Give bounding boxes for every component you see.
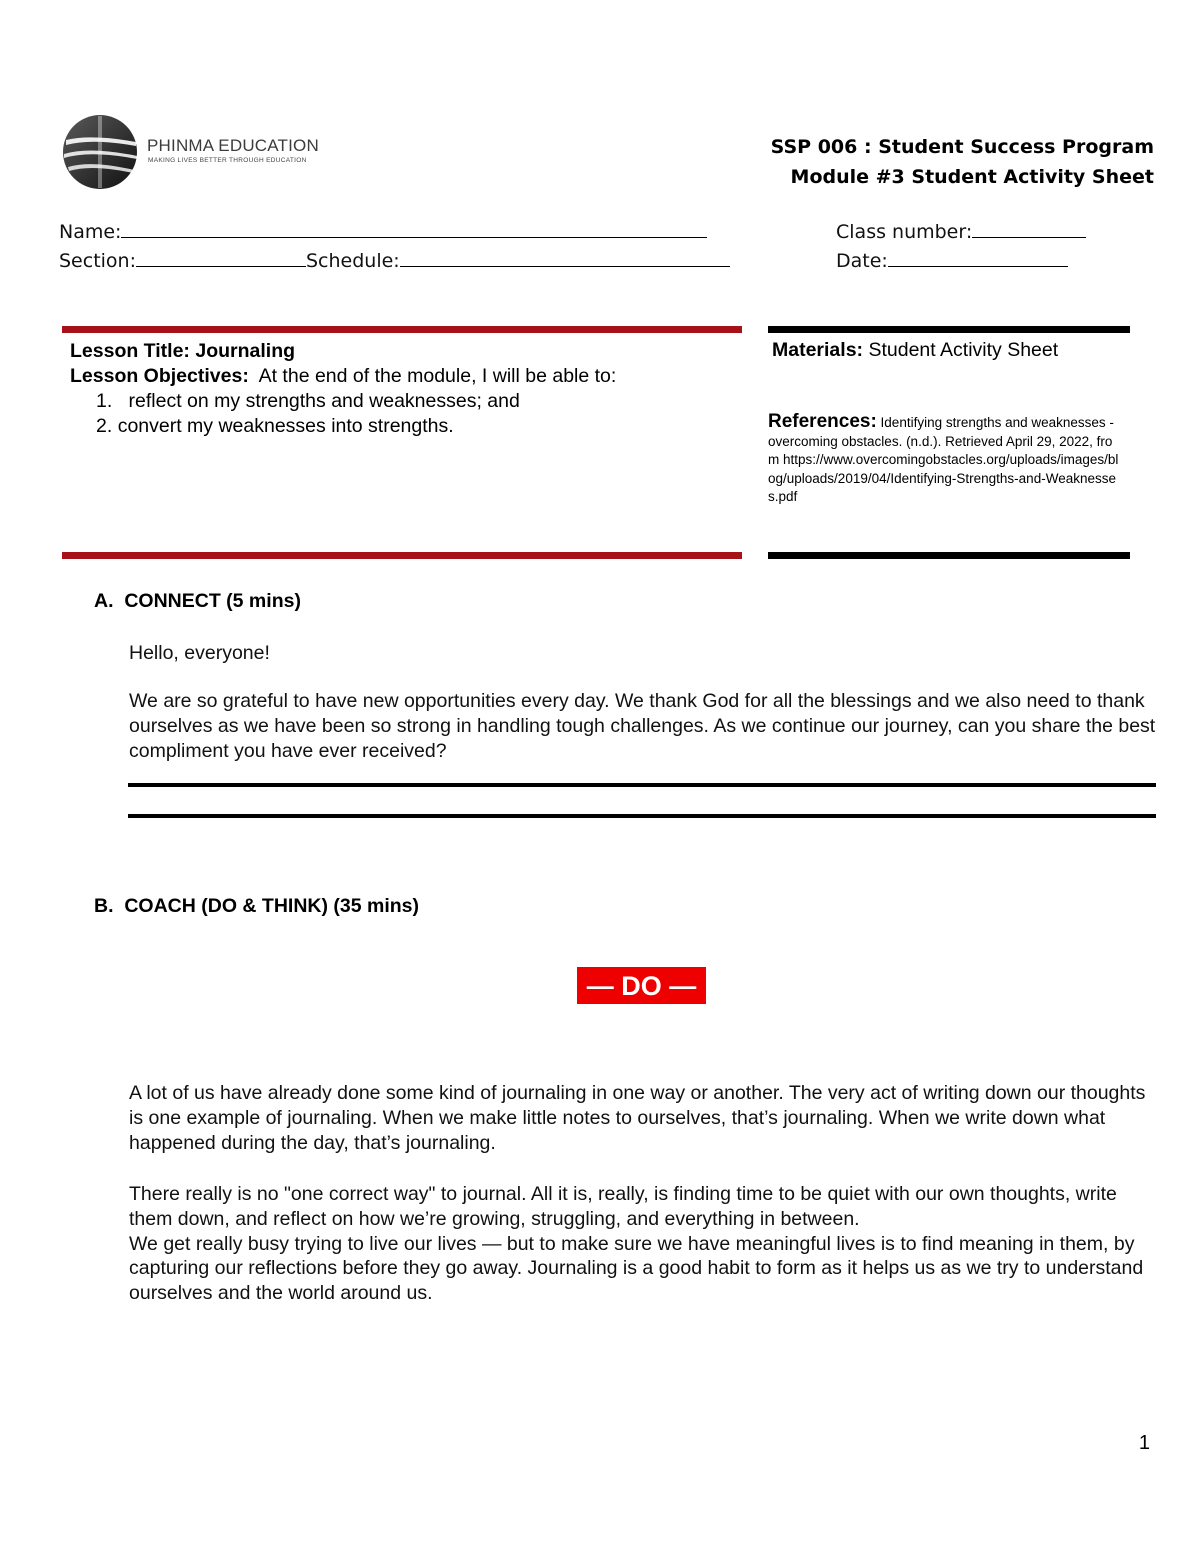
section-a-paragraph: We are so grateful to have new opportunities every day. We thank God for all the blessings and we also need to thank ourselves as we have been so strong in handling tough challenges. As we continue our journey, can you share the best compliment you have ever received? — [129, 690, 1156, 762]
materials — [772, 339, 1058, 362]
schedule-blank[interactable] — [400, 250, 730, 267]
section-b-paragraph-2a: There really is no "one correct way" to journal. All it is, really, is finding time to be quiet with our own thoughts, write them down, and reflect on how we’re growing, struggling, and everything in between. — [129, 1183, 1117, 1230]
materials-text: Student Activity Sheet — [868, 339, 1059, 361]
module-title: Module #3 Student Activity Sheet — [790, 166, 1154, 188]
answer-line[interactable] — [128, 814, 1156, 818]
class-number-label: Class number: — [836, 221, 973, 243]
objectives-list — [70, 389, 630, 439]
logo-wordmark: PHINMA EDUCATION — [147, 136, 319, 155]
lesson-top-rule — [62, 326, 742, 333]
lesson-objectives-intro: Lesson Objectives: At the end of the module, I will be able to: — [70, 365, 617, 387]
lesson-info — [70, 339, 630, 439]
lesson-title: Lesson Title: Journaling — [70, 340, 296, 362]
name-label: Name: — [59, 221, 122, 243]
references-text: Identifying strengths and weaknesses - overcoming obstacles. (n.d.). Retrieved April 29, 2022, from https://www.overcomingobstacles.org/uploads/images/blog/uploads/2019/04/Identifying-Strengths-and-Weaknesses.pdf — [768, 415, 1119, 504]
answer-line[interactable] — [128, 783, 1156, 787]
section-b-paragraph-1: A lot of us have already done some kind of journaling in one way or another. The very act of writing down our thoughts is one example of journaling. When we make little notes to ourselves, that’s journaling. When we write down what happened during the day, that’s journaling. — [129, 1082, 1146, 1154]
class-number-blank[interactable] — [972, 221, 1086, 238]
section-schedule-row — [59, 250, 730, 272]
class-number-field[interactable] — [836, 221, 1086, 243]
date-field[interactable] — [836, 250, 1068, 272]
lesson-bottom-rule — [62, 552, 742, 559]
do-banner: — DO — — [577, 967, 706, 1004]
references-label: References: — [768, 411, 877, 432]
references — [768, 413, 1123, 507]
materials-top-rule — [768, 326, 1130, 333]
section-b-paragraph-2 — [129, 1182, 1159, 1306]
section-a-greeting: Hello, everyone! — [129, 642, 270, 664]
objective-item: 2. convert my weaknesses into strengths. — [96, 415, 454, 437]
document-heading — [771, 132, 1154, 192]
logo-tagline: MAKING LIVES BETTER THROUGH EDUCATION — [148, 157, 307, 164]
name-blank[interactable] — [121, 221, 707, 238]
page-number: 1 — [1138, 1432, 1150, 1454]
section-blank[interactable] — [136, 250, 306, 267]
date-blank[interactable] — [888, 250, 1068, 267]
schedule-label: Schedule: — [306, 250, 400, 272]
name-field[interactable] — [59, 221, 707, 243]
objective-item: 1. reflect on my strengths and weaknesses; and — [96, 390, 520, 412]
date-label: Date: — [836, 250, 888, 272]
section-a-heading: A. CONNECT (5 mins) — [94, 590, 301, 612]
materials-label: Materials: — [772, 339, 864, 361]
materials-bottom-rule — [768, 552, 1130, 559]
course-title: SSP 006 : Student Success Program — [770, 136, 1154, 158]
section-b-paragraph-2b: We get really busy trying to live our lives — but to make sure we have meaningful lives is to find meaning in them, by capturing our reflections before they go away. Journaling is a good habit to form as it helps us as we try to understand ourselves and the world around us. — [129, 1232, 1144, 1305]
section-label: Section: — [59, 250, 136, 272]
section-b-heading: B. COACH (DO & THINK) (35 mins) — [94, 895, 420, 917]
